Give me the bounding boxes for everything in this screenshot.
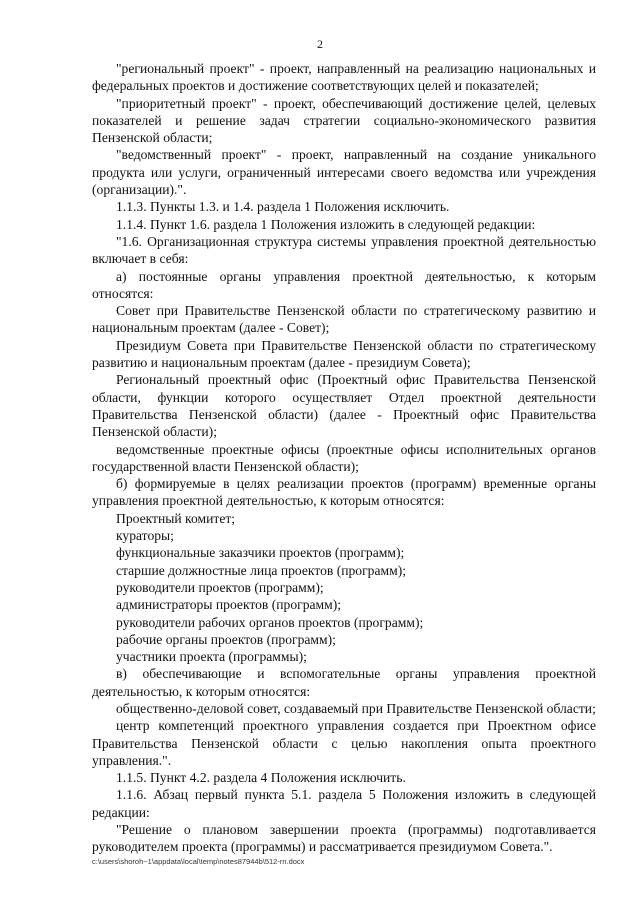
paragraph-presidium: Президиум Совета при Правительстве Пензенской области по стратегическому развитию и национальным проектам (далее - президиум Совета);: [92, 337, 596, 371]
list-item: администраторы проектов (программ);: [116, 597, 342, 613]
paragraph-departmental-project: "ведомственный проект" - проект, направленный на создание уникального продукта или услуги, ограниченный интересами своего ведомства или учреждения (организации).".: [92, 147, 596, 198]
paragraph-regional-project-office: Региональный проектный офис (Проектный офис Правительства Пензенской области, функции которого осуществляет Отдел проектной деятельности Правительства Пензенской области) (далее - Проектный офис Правительства Пензенской области);: [92, 372, 596, 440]
paragraph-1-1-6: 1.1.6. Абзац первый пункта 5.1. раздела 5 Положения изложить в следующей редакции:: [92, 787, 596, 820]
page-number: 2: [317, 37, 323, 51]
list-item: руководители проектов (программ);: [116, 579, 324, 595]
list-item: участники проекта (программы);: [116, 649, 307, 665]
footer-file-path: c:\users\shoroh~1\appdata\local\temp\notes87944b\512-rn.docx: [92, 857, 305, 866]
list-item: рабочие органы проектов (программ);: [116, 631, 336, 647]
paragraph-council: Совет при Правительстве Пензенской области по стратегическому развитию и национальным проектам (далее - Совет);: [92, 303, 596, 336]
paragraph-business-council: общественно-деловой совет, создаваемый при Правительстве Пензенской области;: [116, 700, 596, 716]
list-item: функциональные заказчики проектов (программ);: [116, 545, 405, 561]
paragraph-competence-center: центр компетенций проектного управления создается при Проектном офисе Правительства Пензенской области с целью накопления опыта проектного управления.".: [92, 718, 596, 768]
list-item: руководители рабочих органов проектов (программ);: [116, 614, 424, 630]
paragraph-1-6: "1.6. Организационная структура системы управления проектной деятельностью включает в себя:: [92, 233, 596, 267]
paragraph-b-temporary-bodies: б) формируемые в целях реализации проектов (программ) временные органы управления проектной деятельностью, к которым относятся:: [92, 476, 596, 509]
paragraph-a-permanent-bodies: а) постоянные органы управления проектной деятельностью, к которым относятся:: [92, 268, 596, 301]
list-item: Проектный комитет;: [116, 510, 236, 526]
paragraph-c-supporting-bodies: в) обеспечивающие и вспомогательные органы управления проектной деятельностью, к которым относятся:: [92, 666, 596, 699]
list-item: кураторы;: [116, 528, 174, 544]
paragraph-departmental-offices: ведомственные проектные офисы (проектные офисы исполнительных органов государственной власти Пензенской области);: [92, 441, 596, 474]
paragraph-1-1-5: 1.1.5. Пункт 4.2. раздела 4 Положения исключить.: [116, 770, 406, 786]
paragraph-1-1-3: 1.1.3. Пункты 1.3. и 1.4. раздела 1 Положения исключить.: [116, 199, 450, 215]
paragraph-1-1-4: 1.1.4. Пункт 1.6. раздела 1 Положения изложить в следующей редакции:: [116, 216, 536, 232]
list-item: старшие должностные лица проектов (программ);: [116, 562, 407, 578]
paragraph-priority-project: "приоритетный проект" - проект, обеспечивающий достижение целей, целевых показателей и решение задач стратегии социально-экономического развития Пензенской области;: [92, 95, 596, 146]
paragraph-decision-completion: "Решение о плановом завершении проекта (программы) подготавливается руководителем проекта (программы) и рассматривается президиумом Совета.".: [92, 822, 596, 855]
document-body: [92, 60, 596, 856]
paragraph-regional-project: "региональный проект" - проект, направленный на реализацию национальных и федеральных проектов и достижение соответствующих целей и показателей;: [92, 61, 596, 94]
